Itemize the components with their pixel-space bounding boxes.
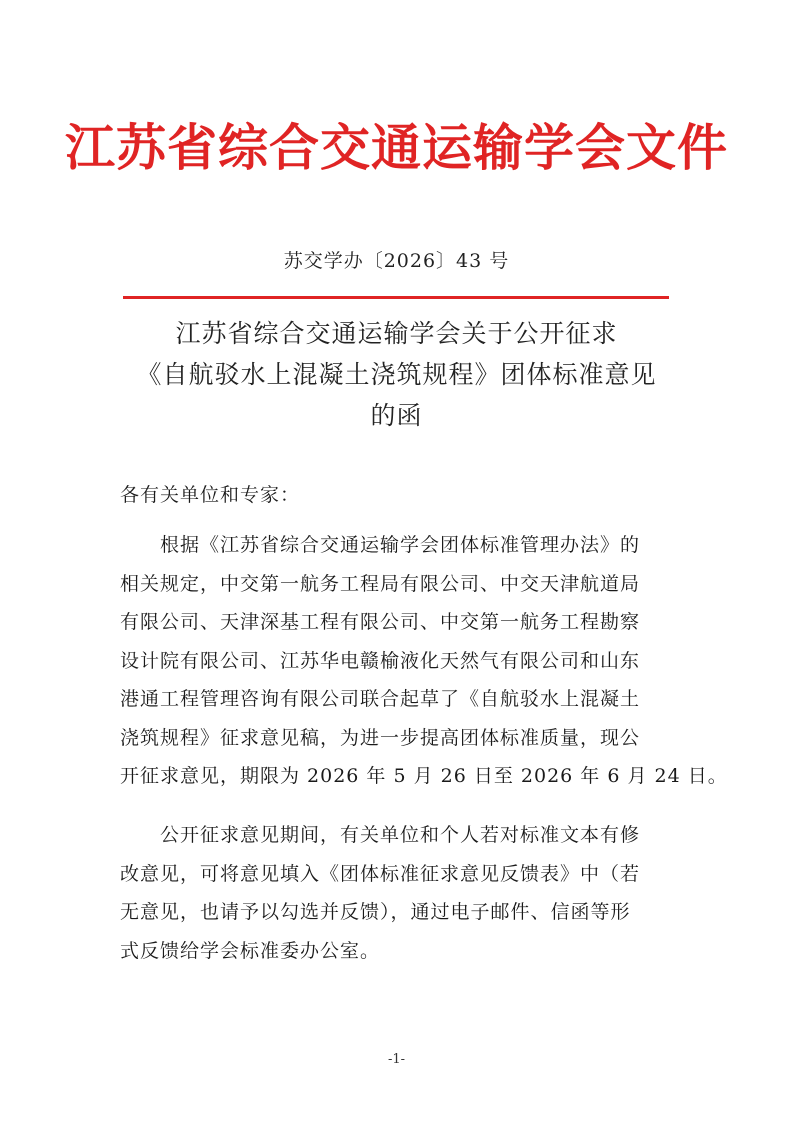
document-header-title: 江苏省综合交通运输学会文件	[65, 119, 728, 177]
salutation: 各有关单位和专家：	[120, 484, 301, 506]
document-number: 苏交学办〔2026〕43 号	[283, 250, 510, 272]
red-divider-line	[123, 296, 669, 299]
body-paragraph-1	[120, 526, 728, 796]
paragraph-line: 公开征求意见期间，有关单位和个人若对标准文本有修	[160, 824, 641, 846]
paragraph-line: 无意见，也请予以勾选并反馈），通过电子邮件、信函等形	[120, 901, 631, 923]
document-subject	[90, 313, 703, 436]
paragraph-line: 式反馈给学会标准委办公室。	[120, 939, 381, 962]
paragraph-line: 相关规定，中交第一航务工程局有限公司、中交天津航道局	[120, 572, 641, 595]
paragraph-line: 开征求意见，期限为 2026 年 5 月 26 日至 2026 年 6 月 24 日。	[120, 765, 728, 787]
subject-line: 的函	[370, 401, 423, 430]
paragraph-line: 改意见，可将意见填入《团体标准征求意见反馈表》中（若	[120, 862, 641, 885]
subject-line: 江苏省综合交通运输学会关于公开征求	[175, 319, 618, 348]
paragraph-line: 港通工程管理咨询有限公司联合起草了《自航驳水上混凝土	[120, 688, 641, 710]
subject-line: 《自航驳水上混凝土浇筑规程》团体标准意见	[136, 360, 657, 389]
paragraph-line: 有限公司、天津深基工程有限公司、中交第一航务工程勘察	[120, 611, 641, 633]
page-number: -1-	[387, 1052, 406, 1067]
body-paragraph-2	[120, 816, 680, 970]
paragraph-line: 设计院有限公司、江苏华电赣榆液化天然气有限公司和山东	[120, 649, 641, 672]
paragraph-line: 根据《江苏省综合交通运输学会团体标准管理办法》的	[160, 534, 641, 556]
paragraph-line: 浇筑规程》征求意见稿，为进一步提高团体标准质量，现公	[120, 726, 641, 749]
